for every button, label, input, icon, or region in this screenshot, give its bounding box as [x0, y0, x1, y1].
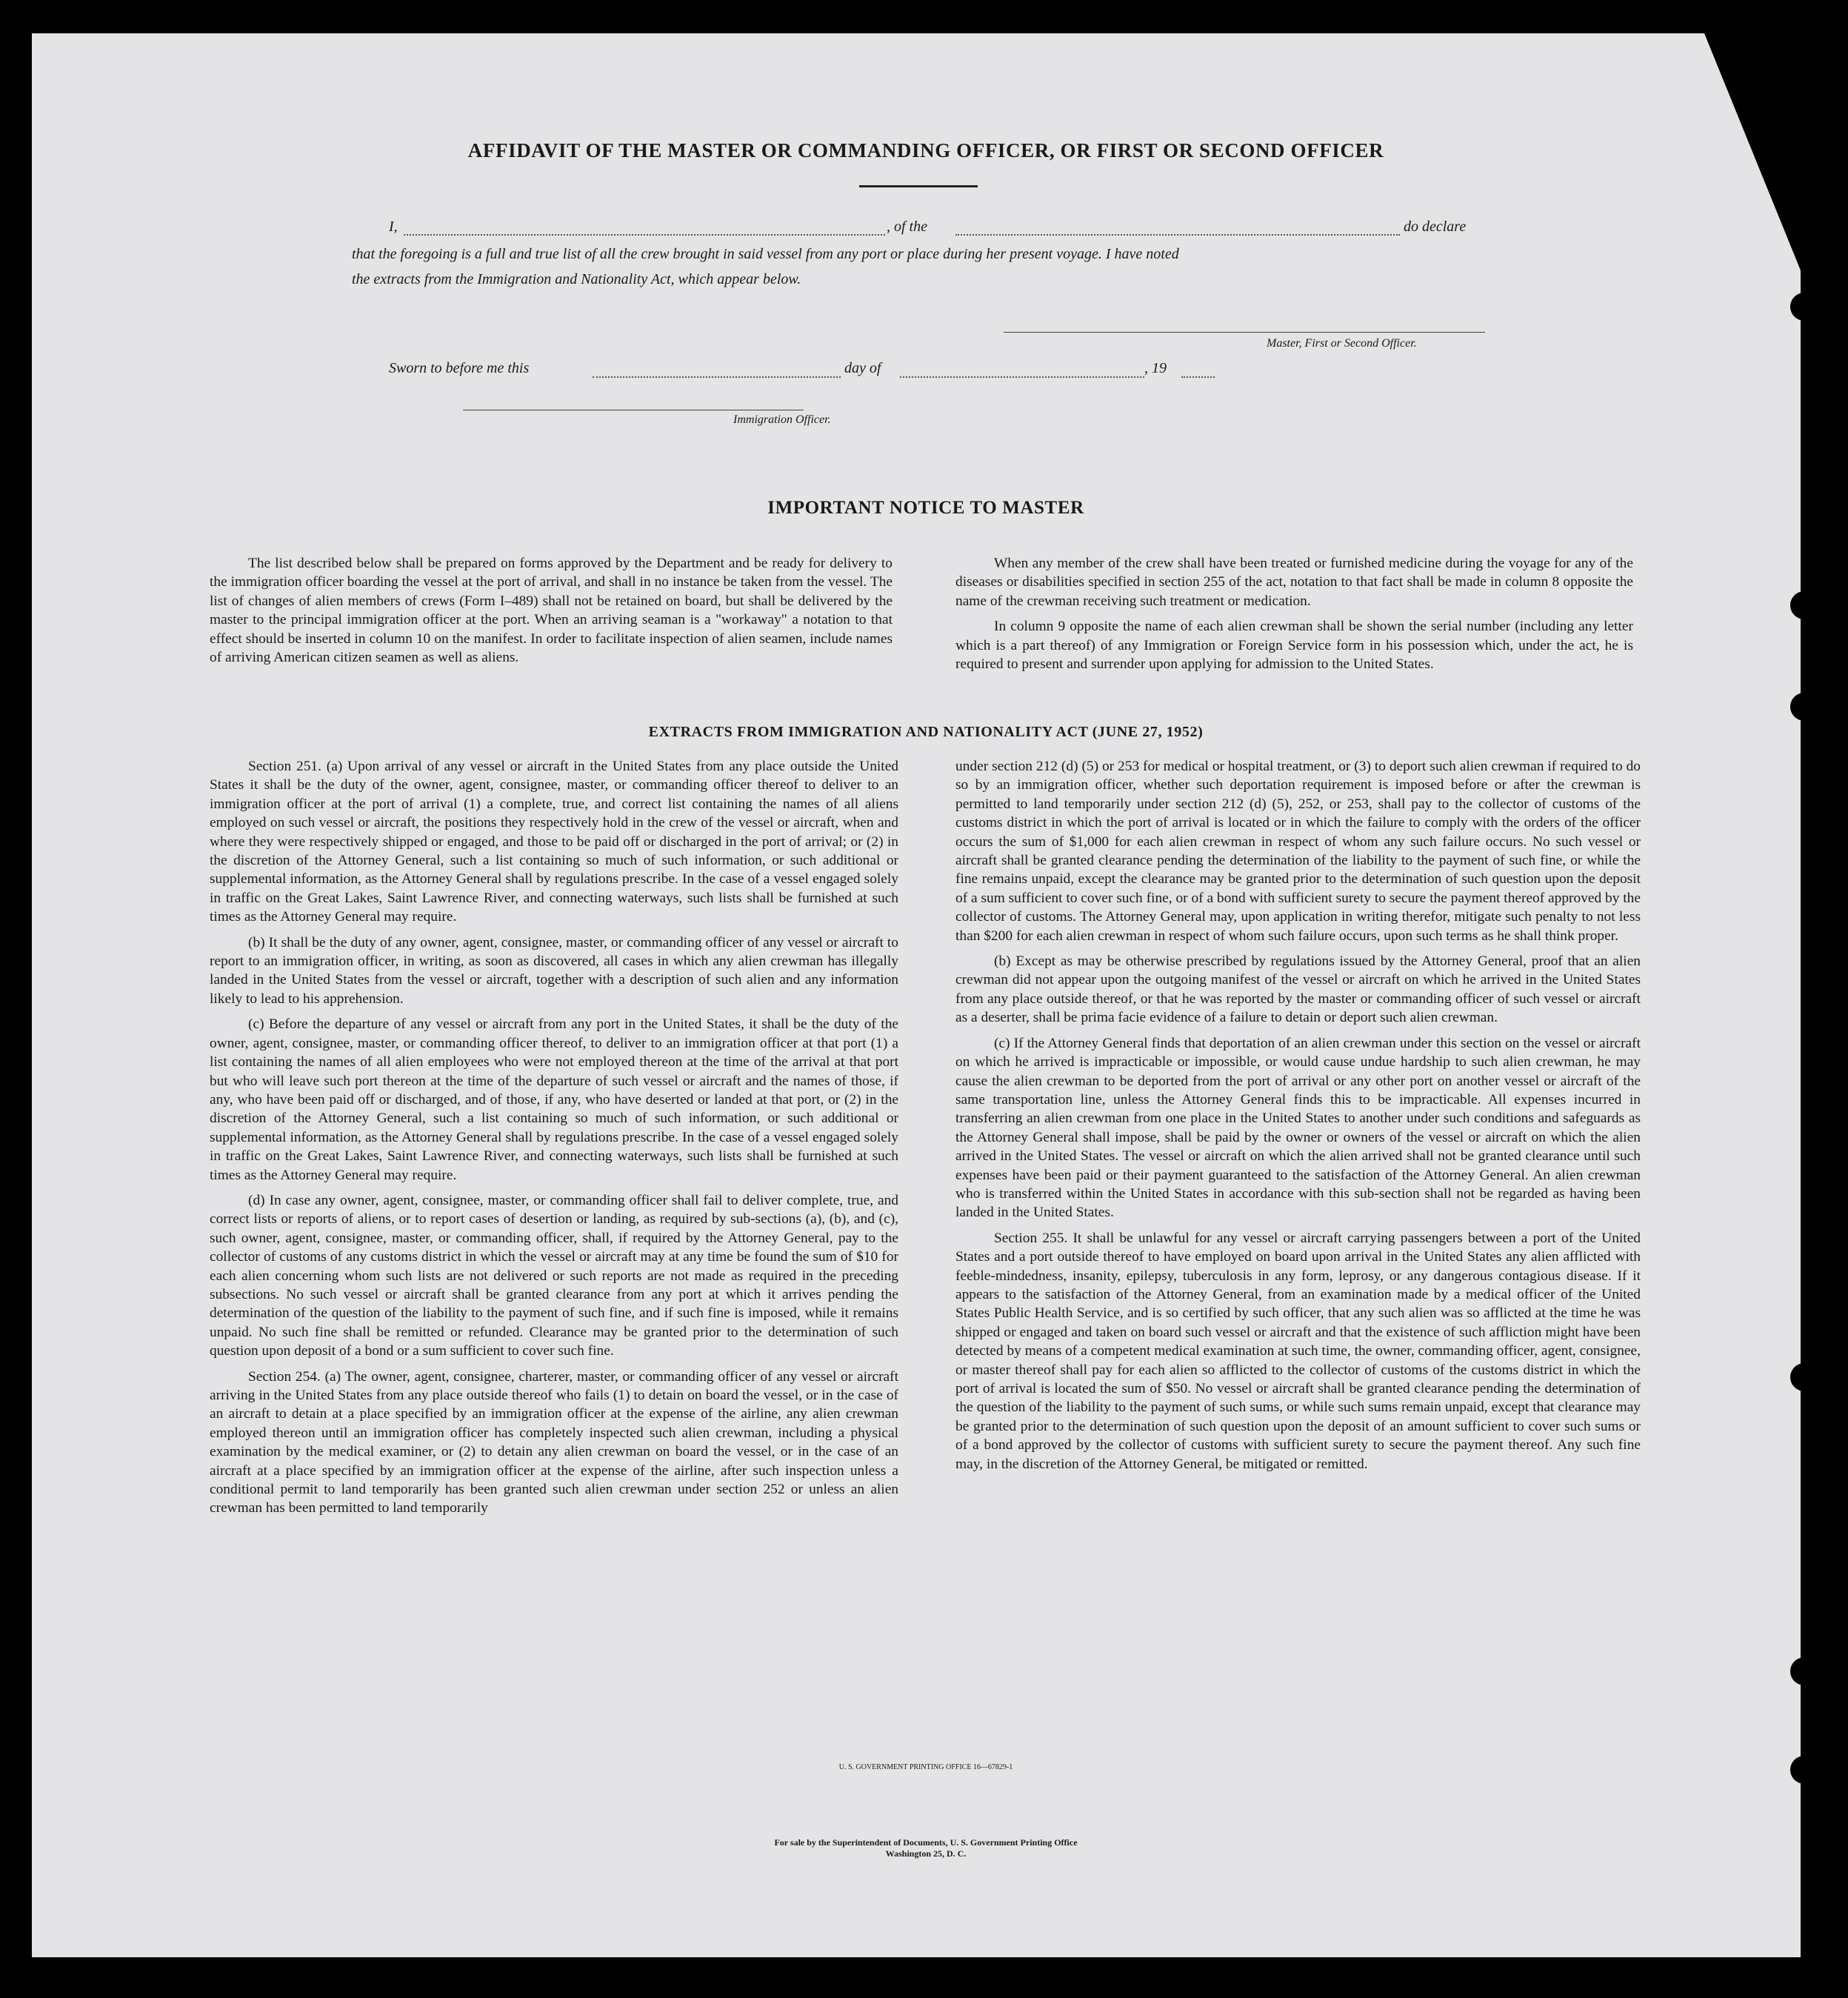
- notice-left: [210, 554, 893, 673]
- punch-hole: [1790, 1363, 1818, 1391]
- section-251-d: (d) In case any owner, agent, consignee, master, or commanding officer shall fail to deliver complete, true, and correct lists or reports of aliens, or to report cases of desertion or landing, as required by sub-sections (a), (b), and (c), such owner, agent, consignee, master, or commanding officer, shall, if required by the Attorney General, pay to the collector of customs of any customs district in which the vessel or aircraft may at any time be found the sum of $10 for each alien concerning whom such lists are not delivered or such reports are not made as required in the preceding subsections. No such vessel or aircraft shall be granted clearance from any port at which it arrives pending the determination of the question of the liability to the payment of such fine, and if such fine is imposed, while it remains unpaid. No such fine shall be remitted or refunded. Clearance may be granted prior to the determination of such question upon deposit of a bond or a sum sufficient to cover such fine.: [210, 1192, 898, 1359]
- punch-hole: [1790, 1657, 1818, 1685]
- notice-right: [955, 554, 1633, 680]
- notice-title: IMPORTANT NOTICE TO MASTER: [767, 498, 1084, 518]
- printing-office-code: U. S. GOVERNMENT PRINTING OFFICE 16—67829-1: [838, 1763, 1013, 1771]
- notice-right-paragraph-2: In column 9 opposite the name of each alien crewman shall be shown the serial number (including any letter which is a part thereof) of any Immigration or Foreign Service form in his possession which, under the act, he is required to present and surrender upon applying for admission to the United States.: [955, 619, 1633, 673]
- declaration-i: I,: [389, 219, 398, 235]
- punch-hole: [1790, 693, 1818, 721]
- section-251-b: (b) It shall be the duty of any owner, agent, consignee, master, or commanding officer of any vessel or aircraft to report to an immigration officer, in writing, as soon as discovered, all cases in which any alien crewman has illegally landed in the United States from the vessel or aircraft, together with a description of such alien and any information likely to lead to his apprehension.: [210, 934, 898, 1007]
- declaration-end: do declare: [1404, 219, 1467, 235]
- title-rule: [859, 185, 978, 187]
- section-251-c: (c) Before the departure of any vessel or aircraft from any port in the United States, it shall be the duty of the owner, agent, consignee, master, or commanding officer thereof, to deliver to an immigration officer at that port (1) a list containing the names of all alien employees who were not employed thereon at the time of the arrival at that port but who will leave such port thereon at the time of the departure of such vessel or aircraft and the names of those, if any, who have been paid off or discharged, and of those, if any, who have deserted or landed at that port, or (2) in the discretion of the Attorney General, such a list containing so much of such information, or such additional or supplemental information, as the Attorney General shall by regulations prescribe. In the case of a vessel engaged solely in traffic on the Great Lakes, Saint Lawrence River, and connecting waterways, such lists shall be furnished at such times as the Attorney General may require.: [210, 1016, 898, 1183]
- sworn-day-field[interactable]: [593, 362, 841, 378]
- torn-corner: [1704, 33, 1801, 270]
- declaration-line-2: that the foregoing is a full and true list of all the crew brought in said vessel from any port or place during her present voyage. I have noted: [352, 246, 1179, 262]
- punch-hole: [1790, 591, 1818, 619]
- master-signature-line[interactable]: [1004, 332, 1485, 333]
- sworn-label: Sworn to before me this: [389, 360, 530, 376]
- notice-right-paragraph-1: When any member of the crew shall have been treated or furnished medicine during the voyage for any of the diseases or disabilities specified in section 255 of the act, notation to that fact shall be made in column 8 opposite the name of the crewman receiving such treatment or medication.: [955, 556, 1633, 609]
- extracts-right-column: [955, 757, 1641, 1480]
- declaration-line-3: the extracts from the Immigration and Nationality Act, which appear below.: [352, 271, 801, 287]
- section-254-a-continued: under section 212 (d) (5) or 253 for medical or hospital treatment, or (3) to deport such alien crewman if required to do so by an immigration officer, whether such deportation requirement is imposed before or after the crewman is permitted to land temporarily under section 212 (d) (5), 252, or 253, shall pay to the collector of customs of the customs district in which the port of arrival is located or in which the failure to comply with the orders of the officer occurs the sum of $1,000 for each alien crewman in respect of whom any such failure occurs. No such vessel or aircraft shall be granted clearance pending the determination of the liability to the payment of such fine, or while the fine remains unpaid, except the clearance may be granted prior to the determination of such question upon the deposit of a sum sufficient to cover such fine, or of a bond with sufficient surety to secure the payment thereof approved by the collector of customs. The Attorney General may, upon application in writing therefor, mitigate such penalty to not less than $200 for each alien crewman in respect of whom such failure occurs, upon such terms as he shall think proper.: [955, 759, 1641, 944]
- extracts-title: EXTRACTS FROM IMMIGRATION AND NATIONALITY ACT (JUNE 27, 1952): [648, 724, 1204, 740]
- officer-signature-caption: Immigration Officer.: [733, 413, 831, 426]
- notice-left-paragraph: The list described below shall be prepared on forms approved by the Department and be ready for delivery to the immigration officer boarding the vessel at the port of arrival, and shall in no instance be taken from the vessel. The list of changes of alien members of crews (Form I–489) shall not be retained on board, but shall be delivered by the master to the principal immigration officer at the port. When an arriving seaman is a "workaway" a notation to that effect should be inserted in column 10 on the manifest. In order to facilitate inspection of alien seamen, include names of arriving American citizen seamen as well as aliens.: [210, 556, 893, 666]
- affidavit-title: AFFIDAVIT OF THE MASTER OR COMMANDING OFFICER, OR FIRST OR SECOND OFFICER: [467, 139, 1384, 161]
- punch-hole: [1790, 1756, 1818, 1784]
- section-251-a: Section 251. (a) Upon arrival of any vessel or aircraft in the United States from any place outside the United States it shall be the duty of the owner, agent, consignee, master, or commanding officer thereof to deliver to an immigration officer at the port of arrival (1) a complete, true, and correct list containing the names of all aliens employed on such vessel or aircraft, the positions they respectively hold in the crew of the vessel or aircraft, when and where they were respectively shipped or engaged, and those to be paid off or discharged in the port of arrival; or (2) in the discretion of the Attorney General, such a list containing so much of such information, or such additional or supplemental information, as the Attorney General shall by regulations prescribe. In the case of a vessel engaged solely in traffic on the Great Lakes, Saint Lawrence River, and connecting waterways, such lists shall be furnished at such times as the Attorney General may require.: [210, 759, 898, 925]
- section-254-a: Section 254. (a) The owner, agent, consignee, charterer, master, or commanding officer of any vessel or aircraft arriving in the United States from any place outside thereof who fails (1) to detain on board the vessel, or in the case of an aircraft to detain at a place specified by an immigration officer at the expense of the airline, any alien crewman employed thereon until an immigration officer has completely inspected such alien crewman, including a physical examination by the medical examiner, or (2) to detain any alien crewman on board the vessel, or in the case of an aircraft at a place specified by an immigration officer at the expense of the airline, after such inspection unless a conditional permit to land temporarily has been granted such alien crewman under section 252 or unless an alien crewman has been permitted to land temporarily: [210, 1368, 898, 1516]
- vessel-field[interactable]: [955, 219, 1400, 236]
- section-254-c: (c) If the Attorney General finds that deportation of an alien crewman under this section on the vessel or aircraft on which he arrived is impracticable or impossible, or would cause undue hardship to such alien crewman, he may cause the alien crewman to be deported from the port of arrival or any other port on another vessel or aircraft of the same transportation line, unless the Attorney General finds this to be impracticable. All expenses incurred in transferring an alien crewman from one place in the United States to another under such conditions and safeguards as the Attorney General shall impose, shall be paid by the owner or owners of the vessel or aircraft on which the alien arrived in the United States. The vessel or aircraft on which the alien arrived shall not be granted clearance until such expenses have been paid or their payment guaranteed to the satisfaction of the Attorney General. An alien crewman who is transferred within the United States in accordance with this sub-section shall not be regarded as having been landed in the United States.: [955, 1035, 1641, 1221]
- master-signature-caption: Master, First or Second Officer.: [1267, 337, 1417, 350]
- footer-line-2: Washington 25, D. C.: [885, 1848, 967, 1859]
- section-255: Section 255. It shall be unlawful for any vessel or aircraft carrying passengers between a port of the United States and a port outside thereof to have employed on board upon arrival in the United States any alien afflicted with feeble-mindedness, insanity, epilepsy, tuberculosis in any form, leprosy, or any dangerous contagious disease. If it appears to the satisfaction of the Attorney General, from an examination made by a medical officer of the United States Public Health Service, and is so certified by such officer, that any such alien was so afflicted at the time he was shipped or engaged and taken on board such vessel or aircraft and that the existence of such affliction might have been detected by means of a competent medical examination at such time, the owner, commanding officer, agent, consignee, or master thereof shall pay for each alien so afflicted to the collector of customs of the customs district in which the port of arrival is located the sum of $50. No vessel or aircraft shall be granted clearance pending the determination of the question of the liability to the payment of such sums, or while such sums remain unpaid, except that clearance may be granted prior to the determination of such question upon the deposit of an amount sufficient to cover such sums or of a bond approved by the collector of customs with sufficient surety to secure the payment thereof. Any such fine may, in the discretion of the Attorney General, be mitigated or remitted.: [955, 1230, 1641, 1472]
- footer-line-1: For sale by the Superintendent of Documents, U. S. Government Printing Office: [774, 1837, 1078, 1848]
- declaration-of: , of the: [887, 219, 927, 235]
- punch-hole: [1790, 293, 1818, 321]
- section-254-b: (b) Except as may be otherwise prescribed by regulations issued by the Attorney General, proof that an alien crewman did not appear upon the outgoing manifest of the vessel or aircraft on which he arrived in the United States from any place outside thereof, or that he was reported by the master or commanding officer of such vessel or aircraft as a deserter, shall be prima facie evidence of a failure to detain or deport such alien crewman.: [955, 953, 1641, 1026]
- name-field[interactable]: [404, 219, 885, 236]
- extracts-left-column: [210, 757, 898, 1525]
- day-of-label: day of: [844, 360, 881, 376]
- sworn-month-field[interactable]: [900, 362, 1144, 378]
- sworn-year-field[interactable]: [1181, 362, 1215, 378]
- year-label: , 19: [1144, 360, 1167, 376]
